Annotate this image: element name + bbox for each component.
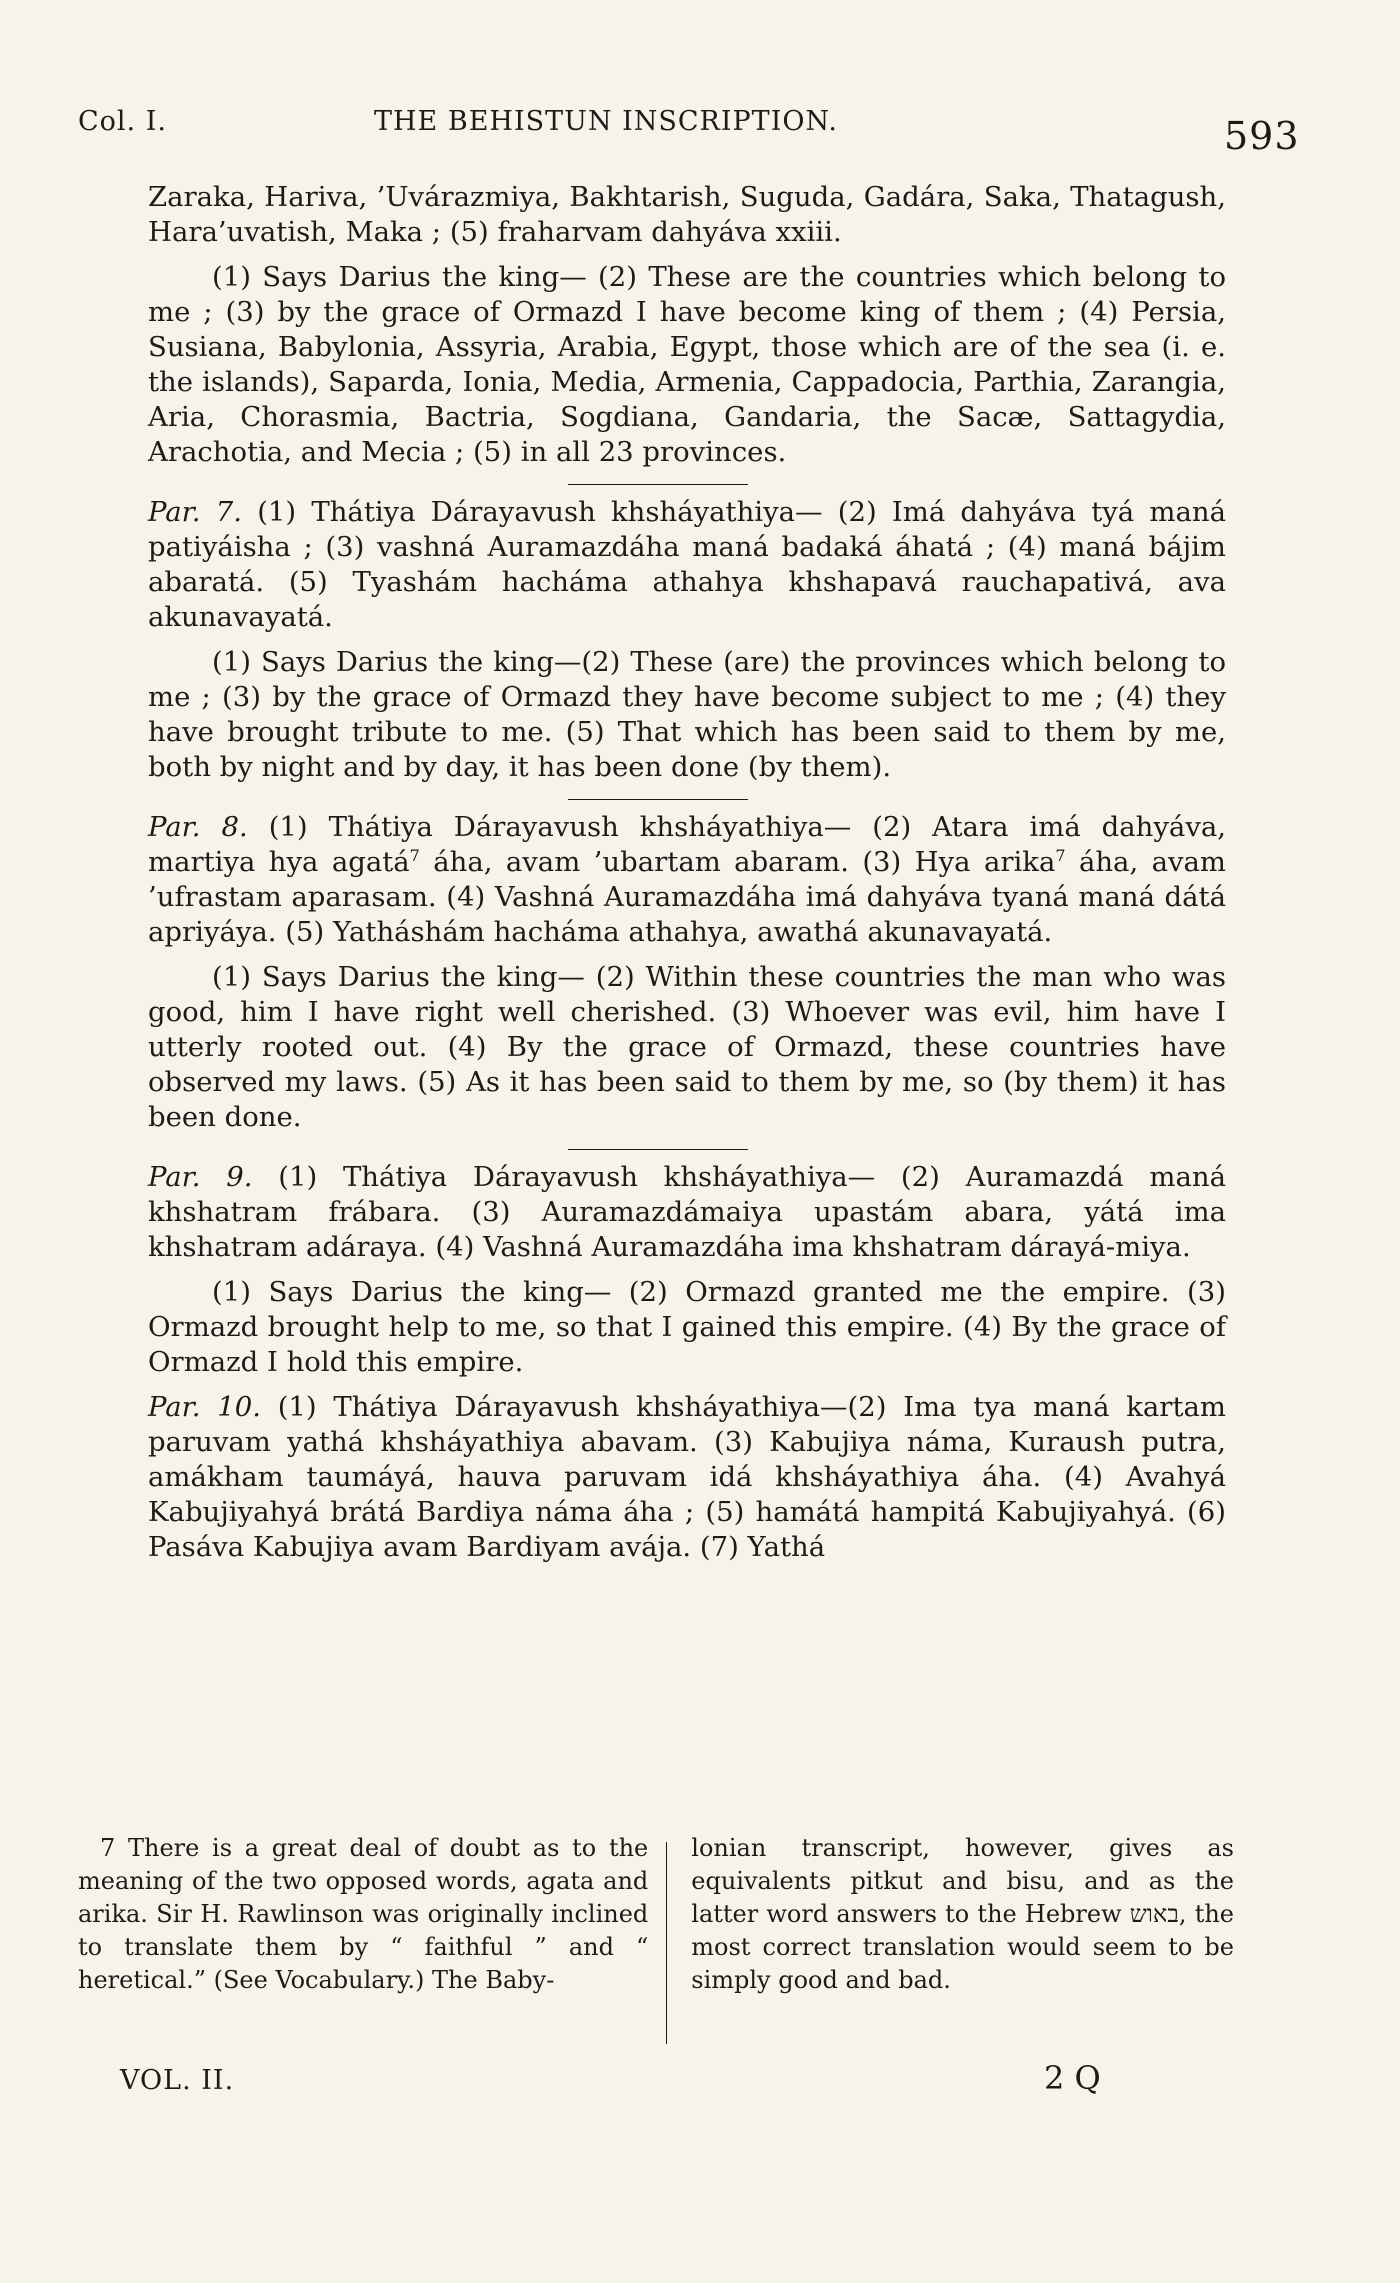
intro-translation: (1) Says Darius the king— (2) These are the countries which belong to me ; (3) by the grace of Ormazd I have become king of them ; (4) Persia, Susiana, Babylonia, Assyria, Arabia, Egypt, those which are of the sea (i. e. the islands), Saparda, Ionia, Media, Armenia, Cappadocia, Parthia, Zarangia, Aria, Chorasmia, Bactria, Sogdiana, Gandaria, the Sacæ, Sattagydia, Arachotia, and Mecia ; (5) in all 23 provinces. — [148, 261, 1226, 468]
main-text — [148, 180, 1226, 1565]
par8-translation: (1) Says Darius the king— (2) Within these countries the man who was good, him I have right well cherished. (3) Whoever was evil, him have I utterly rooted out. (4) By the grace of Ormazd, these countries have observed my laws. (5) As it has been said to them by me, so (by them) it has been done. — [148, 961, 1226, 1133]
section-divider — [568, 484, 748, 485]
page-number: 593 — [1224, 114, 1300, 158]
section-divider — [568, 1149, 748, 1150]
par10-text: (1) Thátiya Dárayavush khsháyathiya—(2) Ima tya maná kartam paruvam yathá khsháyathiya abavam. (3) Kabujiya náma, Kuraush putra, amákham taumáyá, hauva paruvam idá khsháyathiya áha. (4) Avahyá Kabujiyahyá brátá Bardiya náma áha ; (5) hamátá hampitá Kabujiyahyá. (6) Pasáva Kabujiya avam Bardiyam avája. (7) Yathá — [148, 1391, 1226, 1563]
signature-mark: 2 Q — [1044, 2059, 1101, 2097]
par9-text: (1) Thátiya Dárayavush khsháyathiya— (2) Auramazdá maná khshatram frábara. (3) Auramazdámaiya upastám abara, yátá ima khshatram adáraya. (4) Vashná Auramazdáha ima khshatram dárayá-miya. — [148, 1161, 1226, 1263]
volume-label: VOL. II. — [120, 2065, 235, 2096]
par8-text-b: áha, avam ’ubartam abaram. (3) Hya arika — [419, 846, 1056, 878]
par8-label: Par. 8. — [148, 811, 248, 843]
running-title: THE BEHISTUN INSCRIPTION. — [374, 106, 838, 137]
par9-label: Par. 9. — [148, 1161, 253, 1193]
intro-paragraph: Zaraka, Hariva, ’Uvárazmiya, Bakhtarish, Suguda, Gadára, Saka, Thatagush, Hara’uvatish, Maka ; (5) fraharvam dahyáva xxiii. — [148, 181, 1226, 248]
par9-translation: (1) Says Darius the king— (2) Ormazd granted me the empire. (3) Ormazd brought help to me, so that I gained this empire. (4) By the grace of Ormazd I hold this empire. — [148, 1276, 1226, 1378]
par7-label: Par. 7. — [148, 496, 242, 528]
section-divider — [568, 799, 748, 800]
par9-original — [148, 1160, 1226, 1265]
par10-original — [148, 1390, 1226, 1565]
footnote-ref: 7 — [409, 845, 420, 865]
par8-text-c: áha, avam ’ufrastam aparasam. (4) Vashná Auramazdáha imá dahyáva tyaná maná dátá apriyáya. (5) Yatháshám hacháma athahya, awathá akunavayatá. — [148, 846, 1226, 948]
par10-label: Par. 10. — [148, 1391, 261, 1423]
footnotes — [78, 1832, 1234, 2044]
column-label: Col. I. — [78, 106, 167, 137]
footnote-right-column: lonian transcript, however, gives as equivalents pitkut and bisu, and as the latter word answers to the Hebrew באוש, the most correct translation would seem to be simply good and bad. — [691, 1834, 1235, 1994]
footnote-ref: 7 — [1055, 845, 1066, 865]
par7-text: (1) Thátiya Dárayavush khsháyathiya— (2) Imá dahyáva tyá maná patiyáisha ; (3) vashná Auramazdáha maná badaká áhatá ; (4) maná bájim abaratá. (5) Tyashám hacháma athahya khshapavá rauchapativá, ava akunavayatá. — [148, 496, 1226, 633]
par8-original — [148, 810, 1226, 950]
par8-text-a: (1) Thátiya Dárayavush khsháyathiya— (2) Atara imá dahyáva, martiya hya agatá — [148, 811, 1226, 878]
footnote-left-column: 7 There is a great deal of doubt as to the meaning of the two opposed words, agata and arika. Sir H. Rawlinson was originally inclined to translate them by “ faithful ” and “ heretical.” (See Vocabulary.) The Baby- — [78, 1834, 649, 1994]
par7-original — [148, 495, 1226, 635]
par7-translation: (1) Says Darius the king—(2) These (are) the provinces which belong to me ; (3) by the grace of Ormazd they have become subject to me ; (4) they have brought tribute to me. (5) That which has been said to them by me, both by night and by day, it has been done (by them). — [148, 646, 1226, 783]
